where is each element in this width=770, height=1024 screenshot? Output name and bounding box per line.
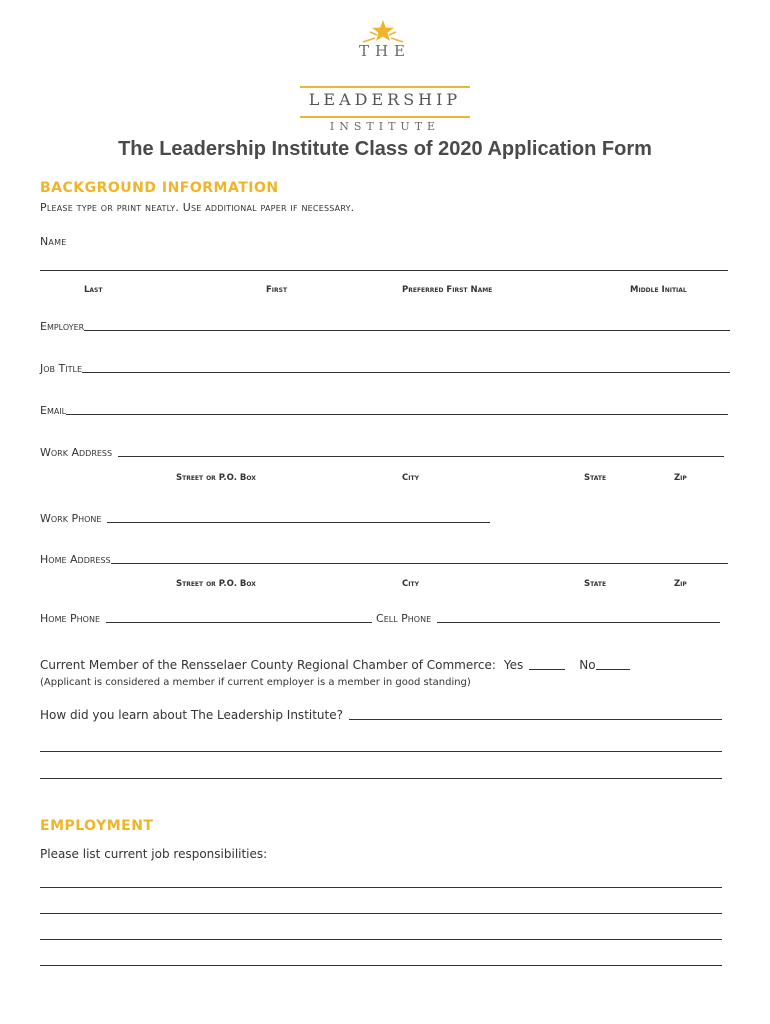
logo-line-institute: INSTITUTE bbox=[329, 120, 441, 133]
home-address-sub-state: State bbox=[584, 579, 607, 589]
learn-field-line-3[interactable] bbox=[40, 778, 722, 779]
institute-logo bbox=[295, 20, 475, 133]
responsibilities-line-2[interactable] bbox=[40, 913, 722, 914]
member-no-field[interactable] bbox=[596, 669, 630, 670]
home-phone-field[interactable] bbox=[106, 622, 372, 623]
logo-line-leadership: LEADERSHIP bbox=[308, 90, 462, 109]
employer-label: Employer bbox=[40, 320, 85, 333]
cell-phone-label: Cell Phone bbox=[376, 612, 432, 625]
email-row bbox=[40, 404, 728, 417]
learn-field-line-2[interactable] bbox=[40, 751, 722, 752]
work-phone-row bbox=[40, 512, 490, 525]
name-sub-first: First bbox=[266, 285, 288, 295]
work-address-label: Work Address bbox=[40, 446, 113, 459]
job-title-label: Job Title bbox=[40, 362, 83, 375]
work-phone-field[interactable] bbox=[107, 522, 490, 523]
work-address-sub-city: City bbox=[402, 473, 419, 483]
phone-row bbox=[40, 612, 720, 625]
cell-phone-field[interactable] bbox=[437, 622, 720, 623]
work-phone-label: Work Phone bbox=[40, 512, 102, 525]
job-title-field[interactable] bbox=[82, 372, 730, 373]
learn-field[interactable] bbox=[349, 719, 722, 720]
member-no-label: No bbox=[579, 658, 596, 672]
logo-rule-bottom bbox=[300, 116, 470, 118]
home-phone-label: Home Phone bbox=[40, 612, 101, 625]
name-sub-preferred: Preferred First Name bbox=[402, 285, 493, 295]
home-address-label: Home Address bbox=[40, 553, 111, 566]
email-field[interactable] bbox=[66, 414, 728, 415]
home-address-sub-city: City bbox=[402, 579, 419, 589]
work-address-sub-zip: Zip bbox=[674, 473, 687, 483]
work-address-sub-street: Street or P.O. Box bbox=[176, 473, 256, 483]
employment-heading: EMPLOYMENT bbox=[40, 818, 154, 834]
background-heading: BACKGROUND INFORMATION bbox=[40, 180, 279, 196]
name-sub-last: Last bbox=[84, 285, 103, 295]
responsibilities-prompt: Please list current job responsibilities: bbox=[40, 847, 268, 861]
home-address-sub-street: Street or P.O. Box bbox=[176, 579, 256, 589]
home-address-row bbox=[40, 553, 728, 566]
work-address-row bbox=[40, 446, 724, 459]
learn-question: How did you learn about The Leadership Institute? bbox=[40, 708, 343, 722]
home-address-sub-zip: Zip bbox=[674, 579, 687, 589]
member-question: Current Member of the Rensselaer County Regional Chamber of Commerce: bbox=[40, 658, 496, 672]
name-sub-middle: Middle Initial bbox=[630, 285, 687, 295]
responsibilities-line-4[interactable] bbox=[40, 965, 722, 966]
name-label: Name bbox=[40, 235, 67, 248]
learn-row bbox=[40, 708, 722, 722]
instructions-text: Please type or print neatly. Use additional paper if necessary. bbox=[40, 201, 355, 214]
responsibilities-line-1[interactable] bbox=[40, 887, 722, 888]
logo-line-the: THE bbox=[358, 42, 412, 60]
job-title-row bbox=[40, 362, 730, 375]
name-field[interactable] bbox=[40, 270, 728, 271]
form-title: The Leadership Institute Class of 2020 Application Form bbox=[118, 138, 652, 160]
member-yes-label: Yes bbox=[503, 658, 524, 672]
email-label: Email bbox=[40, 404, 67, 417]
member-row bbox=[40, 658, 630, 672]
star-icon bbox=[371, 20, 395, 42]
member-note: (Applicant is considered a member if current employer is a member in good standing) bbox=[40, 677, 471, 688]
work-address-field[interactable] bbox=[118, 456, 724, 457]
work-address-sub-state: State bbox=[584, 473, 607, 483]
member-yes-field[interactable] bbox=[529, 669, 565, 670]
home-address-field[interactable] bbox=[111, 563, 728, 564]
responsibilities-line-3[interactable] bbox=[40, 939, 722, 940]
employer-field[interactable] bbox=[84, 330, 730, 331]
employer-row bbox=[40, 320, 730, 333]
logo-rule-top bbox=[300, 86, 470, 88]
